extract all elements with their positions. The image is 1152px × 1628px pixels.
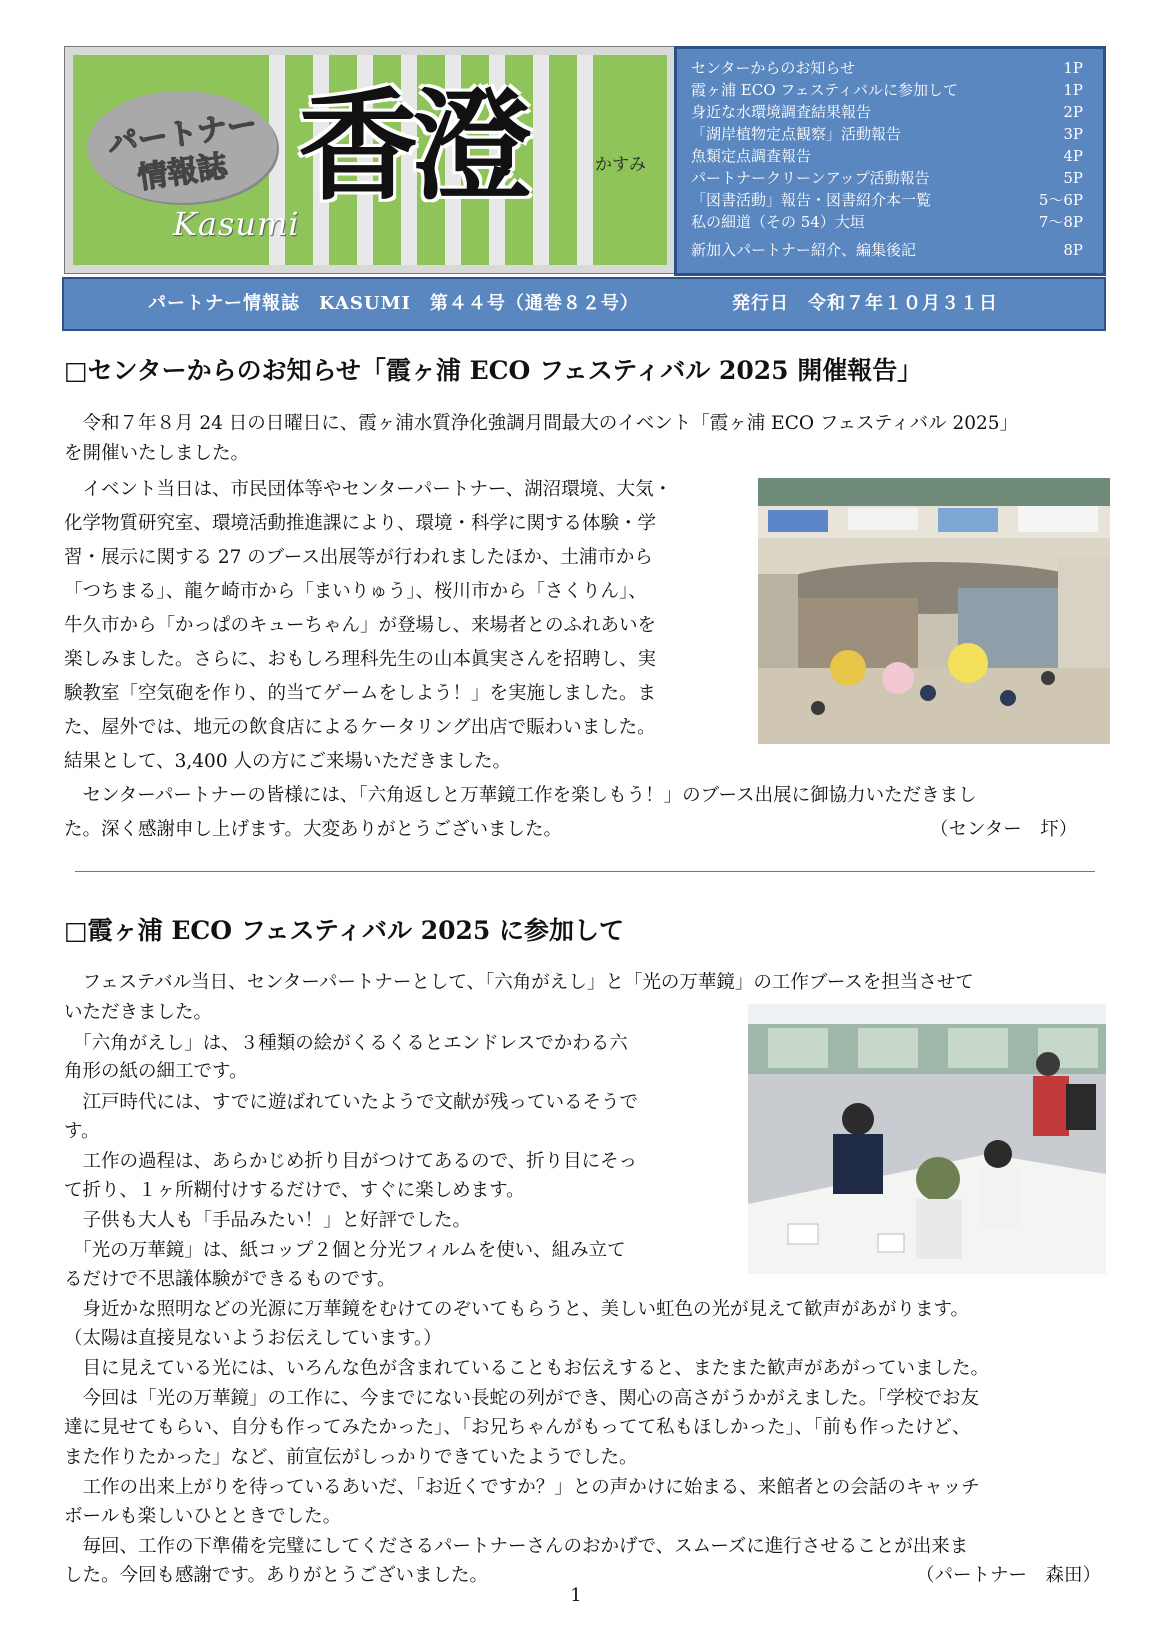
section-divider — [75, 871, 1095, 872]
article1-line: イベント当日は、市民団体等やセンターパートナー、湖沼環境、大気・ — [64, 479, 673, 500]
toc-item — [691, 101, 1083, 123]
badge-line2: 情報誌 — [135, 148, 230, 197]
masthead-logo — [64, 46, 676, 274]
toc-item — [691, 57, 1083, 79]
article1-line: 牛久市から「かっぱのキューちゃん」が登場し、来場者とのふれあいを — [64, 615, 657, 636]
workshop-booth-photo — [748, 1004, 1106, 1274]
festival-hall-photo — [758, 478, 1110, 744]
article2-line: 目に見えている光には、いろんな色が含まれていることもお伝えすると、またまた歓声があがっていました。 — [64, 1358, 990, 1379]
article2-line: 工作の出来上がりを待っているあいだ、「お近くですか？」との声かけに始まる、来館者との会話のキャッチ — [64, 1477, 980, 1498]
article2-line: 「六角がえし」は、３種類の絵がくるくるとエンドレスでかわる六 — [64, 1033, 628, 1054]
article2-line: るだけで不思議体験ができるものです。 — [64, 1269, 396, 1290]
toc-item — [691, 211, 1083, 233]
toc-item — [691, 189, 1083, 211]
article1-line: た。深く感謝申し上げます。大変ありがとうございました。 — [64, 819, 563, 840]
issue-info: パートナー情報誌 KASUMI 第４４号（通巻８２号） — [148, 293, 639, 314]
toc-page: 1P — [1063, 81, 1083, 99]
article2-line: 「光の万華鏡」は、紙コップ２個と分光フィルムを使い、組み立て — [64, 1240, 626, 1261]
toc-page: 5P — [1063, 169, 1083, 187]
toc-page: 5～6P — [1038, 191, 1083, 209]
article2-line: 達に見せてもらい、自分も作ってみたかった」、「お兄ちゃんがもってて私もほしかった」、「前も作ったけど、 — [64, 1417, 971, 1438]
article1-line: 結果として、3,400 人の方にご来場いただきました。 — [64, 751, 511, 772]
article2-line: （太陽は直接見ないようお伝えしています。） — [64, 1328, 442, 1349]
toc-label: 魚類定点調査報告 — [691, 147, 812, 165]
article1-line: 験教室「空気砲を作り、的当てゲームをしよう！」を実施しました。ま — [64, 683, 657, 704]
toc-page: 2P — [1063, 103, 1083, 121]
toc-page: 4P — [1063, 147, 1083, 165]
article1-heading: □センターからのお知らせ「霞ヶ浦 ECO フェスティバル 2025 開催報告」 — [64, 356, 923, 385]
article2-line: 今回は「光の万華鏡」の工作に、今までにない長蛇の列ができ、関心の高さがうかがえました。「学校でお友 — [64, 1388, 980, 1409]
toc-page: 3P — [1063, 125, 1083, 143]
issue-date: 発行日 令和７年１０月３１日 — [732, 293, 998, 314]
article2-line: 毎回、工作の下準備を完璧にしてくださるパートナーさんのおかげで、スムーズに進行させることが出来ま — [64, 1536, 969, 1557]
toc-label: 身近な水環境調査結果報告 — [691, 103, 872, 121]
article2-line: 身近かな照明などの光源に万華鏡をむけてのぞいてもらうと、美しい虹色の光が見えて歓声があがります。 — [64, 1299, 970, 1320]
article2-line: 工作の過程は、あらかじめ折り目がつけてあるので、折り目にそっ — [64, 1151, 638, 1172]
masthead-title: 香澄 — [298, 78, 526, 217]
toc-label: センターからのお知らせ — [691, 59, 855, 77]
article2-line: いただきました。 — [64, 1002, 213, 1023]
article2-line: 角形の紙の細工です。 — [64, 1061, 248, 1082]
toc-page: 7～8P — [1038, 213, 1083, 231]
article2-line: 江戸時代には、すでに遊ばれていたようで文献が残っているそうで — [64, 1092, 639, 1113]
article1-signature: （センター 圷） — [930, 819, 1078, 840]
toc-item — [691, 145, 1083, 167]
article1-line: 令和７年８月 24 日の日曜日に、霞ヶ浦水質浄化強調月間最大のイベント「霞ヶ浦 ECO フェスティバル 2025」 — [64, 413, 1019, 434]
toc-item — [691, 239, 1083, 261]
article1-line: 化学物質研究室、環境活動推進課により、環境・科学に関する体験・学 — [64, 513, 657, 534]
article2-line: す。 — [64, 1121, 100, 1142]
issue-bar — [62, 277, 1106, 331]
badge-oval — [87, 91, 277, 203]
article2-line: フェステバル当日、センターパートナーとして、「六角がえし」と「光の万華鏡」の工作ブースを担当させて — [64, 972, 974, 993]
article1-line: 楽しみました。さらに、おもしろ理科先生の山本眞実さんを招聘し、実 — [64, 649, 657, 670]
article1-line: た、屋外では、地元の飲食店によるケータリング出店で賑わいました。 — [64, 717, 656, 738]
article2-heading: □霞ヶ浦 ECO フェスティバル 2025 に参加して — [64, 916, 624, 945]
article2-line: また作りたかった」など、前宣伝がしっかりできていたようでした。 — [64, 1447, 638, 1468]
table-of-contents — [674, 46, 1106, 276]
toc-label: 霞ヶ浦 ECO フェスティバルに参加して — [691, 81, 959, 99]
article1-line: 習・展示に関する 27 のブース出展等が行われましたほか、土浦市から — [64, 547, 653, 568]
article2-line: した。今回も感謝です。ありがとうございました。 — [64, 1565, 489, 1586]
article2-line: て折り、１ヶ所糊付けするだけで、すぐに楽しめます。 — [64, 1180, 525, 1201]
article1-line: センターパートナーの皆様には、「六角返しと万華鏡工作を楽しもう！」のブース出展に御協力いただきまし — [64, 785, 977, 806]
masthead-roman: Kasumi — [173, 205, 300, 243]
toc-label: 「湖岸植物定点観察」活動報告 — [691, 125, 902, 143]
toc-label: パートナークリーンアップ活動報告 — [691, 169, 930, 187]
toc-page: 8P — [1063, 241, 1083, 259]
article2-signature: （パートナー 森田） — [916, 1565, 1102, 1586]
toc-item — [691, 167, 1083, 189]
toc-label: 私の細道（その 54）大垣 — [691, 213, 865, 231]
toc-item — [691, 123, 1083, 145]
masthead-kana: かすみ — [595, 155, 646, 175]
article2-line: 子供も大人も「手品みたい！」と好評でした。 — [64, 1210, 472, 1231]
article1-line: を開催いたしました。 — [64, 443, 250, 464]
toc-label: 「図書活動」報告・図書紹介本一覧 — [691, 191, 932, 209]
page-number: 1 — [570, 1585, 582, 1606]
toc-label: 新加入パートナー紹介、編集後記 — [691, 241, 917, 259]
badge-line1: パートナー — [105, 106, 260, 163]
toc-page: 1P — [1063, 59, 1083, 77]
toc-item — [691, 79, 1083, 101]
article1-line: 「つちまる」、龍ケ崎市から「まいりゅう」、桜川市から「さくりん」、 — [64, 581, 647, 602]
article2-line: ボールも楽しいひとときでした。 — [64, 1506, 342, 1527]
